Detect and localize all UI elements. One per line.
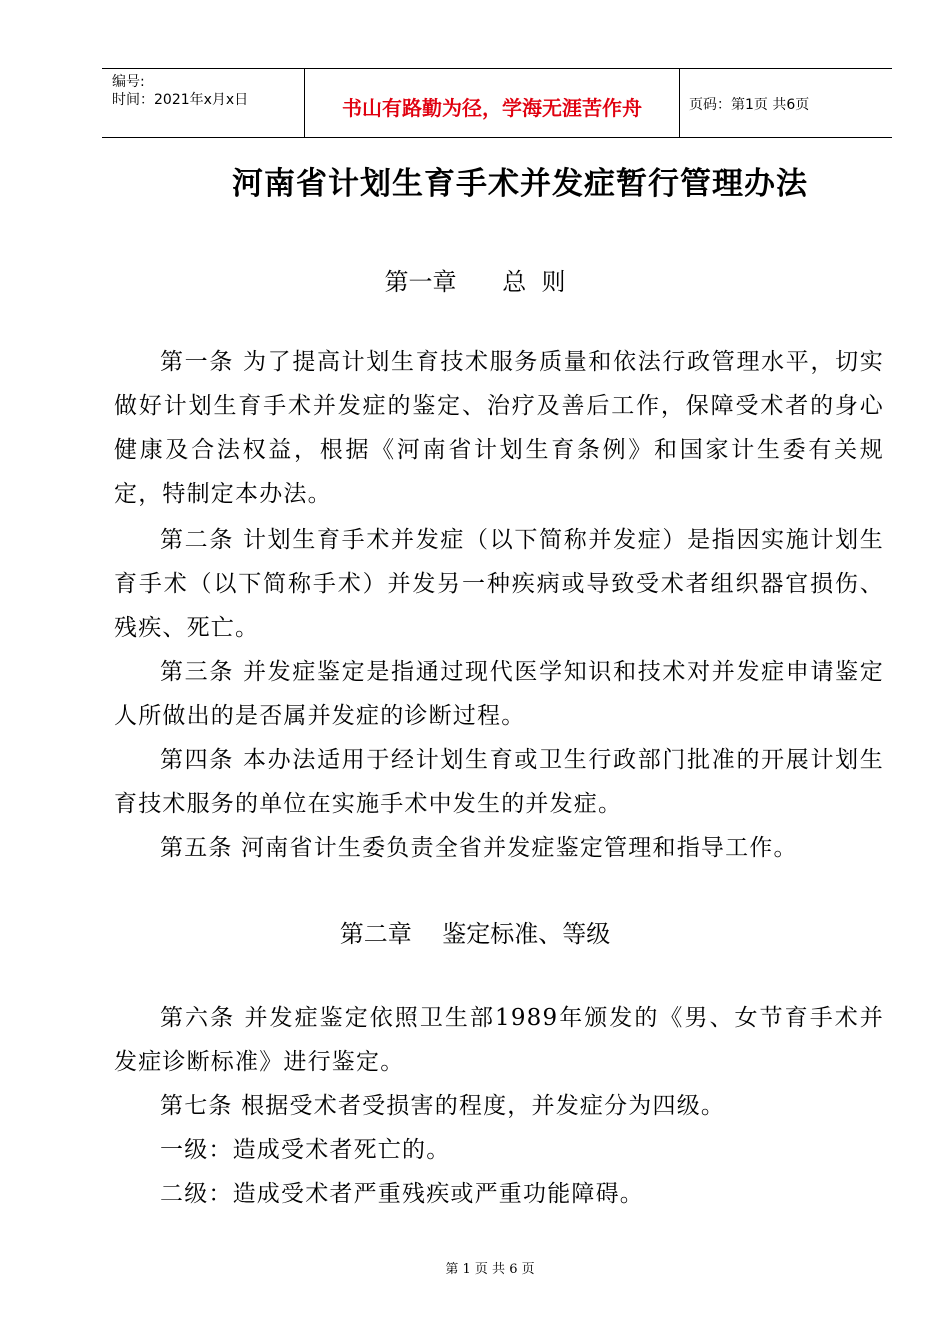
article-1: 第一条 为了提高计划生育技术服务质量和依法行政管理水平，切实做好计划生育手术并发症的鉴定、治疗及善后工作，保障受术者的身心健康及合法权益，根据《河南省计划生育条例》和国家计生委有关规定，特制定本办法。 — [114, 349, 884, 507]
article-3: 第三条 并发症鉴定是指通过现代医学知识和技术对并发症申请鉴定人所做出的是否属并发症的诊断过程。 — [114, 659, 884, 729]
page-info: 页码：第1页 共6页 — [689, 97, 810, 113]
chapter-1-heading: 第一章 总 则 — [384, 268, 566, 296]
article-7: 第七条 根据受术者受损害的程度，并发症分为四级。 — [160, 1093, 726, 1119]
number-label: 编号: — [112, 74, 145, 90]
header-table — [102, 68, 892, 138]
header-motto-cell — [304, 69, 680, 137]
header-left-cell — [102, 69, 304, 137]
motto: 书山有路勤为径，学海无涯苦作舟 — [342, 96, 642, 120]
time-label: 时间：2021年x月x日 — [112, 92, 249, 108]
document-title: 河南省计划生育手术并发症暂行管理办法 — [232, 166, 808, 202]
article-4: 第四条 本办法适用于经计划生育或卫生行政部门批准的开展计划生育技术服务的单位在实施手术中发生的并发症。 — [114, 747, 884, 817]
chapter-2-heading: 第二章 鉴定标准、等级 — [339, 920, 611, 948]
article-2: 第二条 计划生育手术并发症（以下简称并发症）是指因实施计划生育手术（以下简称手术）并发另一种疾病或导致受术者组织器官损伤、残疾、死亡。 — [114, 527, 884, 641]
grade-2: 二级：造成受术者严重残疾或严重功能障碍。 — [160, 1181, 644, 1207]
article-5: 第五条 河南省计生委负责全省并发症鉴定管理和指导工作。 — [160, 835, 798, 861]
page-footer: 第 1 页 共 6 页 — [445, 1262, 535, 1277]
header-right-cell — [679, 69, 892, 137]
article-6: 第六条 并发症鉴定依照卫生部1989年颁发的《男、女节育手术并发症诊断标准》进行鉴定。 — [114, 1005, 884, 1075]
grade-1: 一级：造成受术者死亡的。 — [160, 1137, 451, 1163]
